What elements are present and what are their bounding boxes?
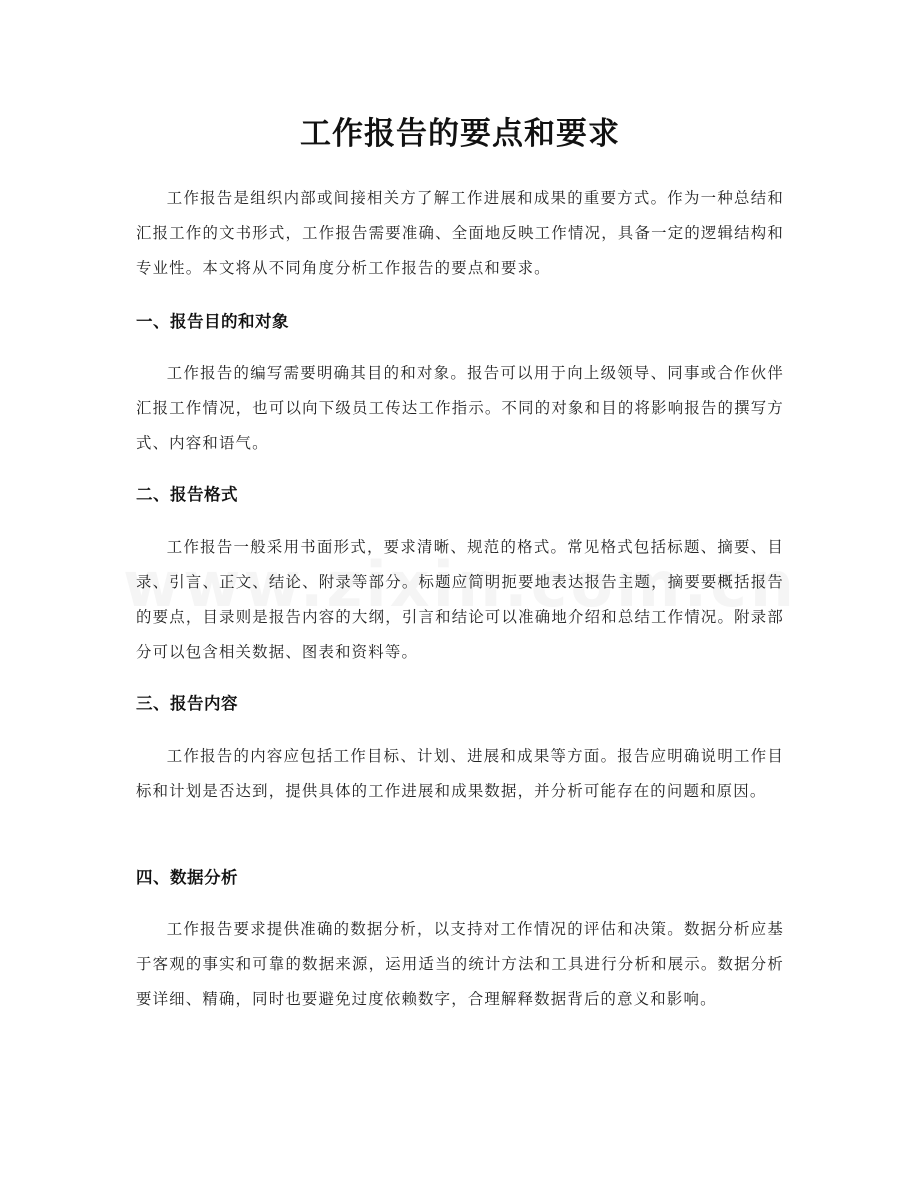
section-body-purpose — [136, 356, 784, 461]
intro-block — [136, 181, 784, 286]
section-heading: 一、报告目的和对象 — [136, 312, 289, 331]
section-paragraph: 工作报告的编写需要明确其目的和对象。报告可以用于向上级领导、同事或合作伙伴汇报工作情况，也可以向下级员工传达工作指示。不同的对象和目的将影响报告的撰写方式、内容和语气。 — [136, 364, 784, 452]
section-body-format — [136, 530, 784, 670]
section-heading: 三、报告内容 — [136, 694, 238, 713]
section-body-content — [136, 739, 784, 809]
intro-paragraph: 工作报告是组织内部或间接相关方了解工作进展和成果的重要方式。作为一种总结和汇报工作的文书形式，工作报告需要准确、全面地反映工作情况，具备一定的逻辑结构和专业性。本文将从不同角度分析工作报告的要点和要求。 — [136, 189, 784, 277]
section-paragraph: 工作报告要求提供准确的数据分析，以支持对工作情况的评估和决策。数据分析应基于客观的事实和可靠的数据来源，运用适当的统计方法和工具进行分析和展示。数据分析要详细、精确，同时也要避免过度依赖数字，合理解释数据背后的意义和影响。 — [136, 920, 784, 1008]
section-heading-purpose — [136, 310, 784, 334]
section-heading-content — [136, 692, 784, 716]
section-heading-data-analysis — [136, 866, 784, 890]
document-title: 工作报告的要点和要求 — [300, 116, 620, 152]
section-body-data-analysis — [136, 912, 784, 1017]
section-paragraph: 工作报告一般采用书面形式，要求清晰、规范的格式。常见格式包括标题、摘要、目录、引言、正文、结论、附录等部分。标题应简明扼要地表达报告主题，摘要要概括报告的要点，目录则是报告内容的大纲，引言和结论可以准确地介绍和总结工作情况。附录部分可以包含相关数据、图表和资料等。 — [136, 538, 784, 661]
section-heading: 四、数据分析 — [136, 868, 238, 887]
section-heading: 二、报告格式 — [136, 485, 238, 504]
section-heading-format — [136, 483, 784, 507]
section-paragraph: 工作报告的内容应包括工作目标、计划、进展和成果等方面。报告应明确说明工作目标和计划是否达到，提供具体的工作进展和成果数据，并分析可能存在的问题和原因。 — [136, 747, 784, 800]
